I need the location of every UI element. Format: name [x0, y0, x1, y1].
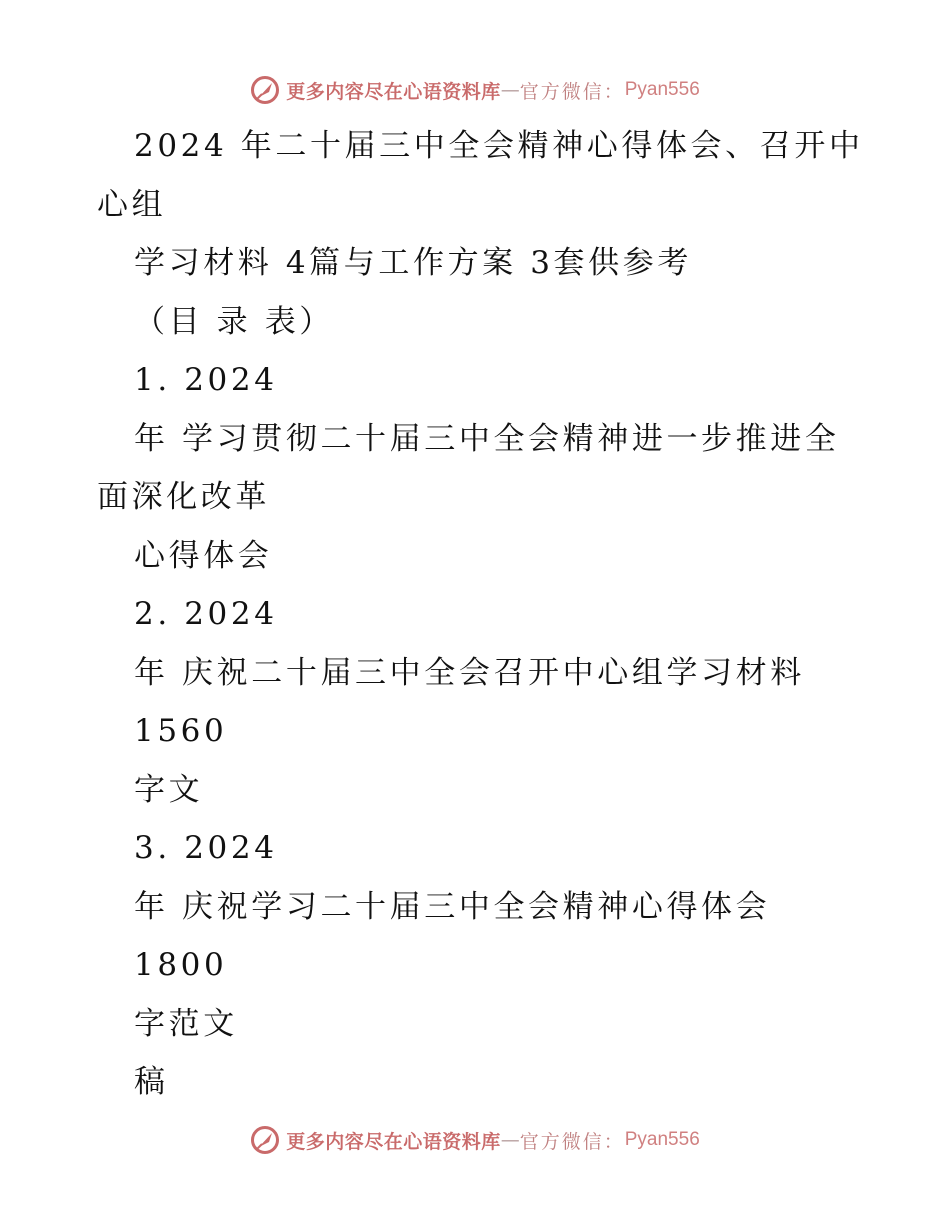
quill-logo-icon	[250, 1125, 280, 1155]
doc-line: 字范文	[134, 1006, 238, 1042]
doc-line: 3. 2024	[134, 830, 278, 866]
doc-line: 年 庆祝学习二十届三中全会精神心得体会	[134, 889, 771, 925]
doc-line: 年 庆祝二十届三中全会召开中心组学习材料	[134, 655, 805, 691]
doc-line: 面深化改革	[97, 479, 270, 515]
doc-line: 1800	[134, 947, 228, 983]
watermark-wechat-id: Pyan556	[624, 79, 700, 100]
doc-line: 年 学习贯彻二十届三中全会精神进一步推进全	[134, 421, 840, 457]
header-watermark	[0, 72, 950, 108]
watermark-dash: —	[500, 1129, 520, 1151]
doc-line: 稿	[134, 1064, 169, 1100]
doc-line: 学习材料 4篇与工作方案 3套供参考	[134, 245, 692, 281]
quill-logo-icon	[250, 75, 280, 105]
watermark-wechat-id: Pyan556	[624, 1129, 700, 1150]
watermark-dash: —	[500, 79, 520, 101]
doc-line: 2. 2024	[134, 596, 278, 632]
watermark-main-text: 更多内容尽在心语资料库	[286, 80, 501, 103]
doc-line: 1560	[134, 713, 228, 749]
doc-line: 2024 年二十届三中全会精神心得体会、召开中	[134, 128, 864, 164]
watermark-main-text: 更多内容尽在心语资料库	[286, 1130, 501, 1153]
watermark-sub-text: 官方微信：	[519, 1130, 625, 1153]
footer-watermark	[0, 1122, 950, 1158]
doc-line: 心得体会	[134, 538, 273, 574]
doc-line: 1. 2024	[134, 362, 278, 398]
doc-line: 字文	[134, 772, 204, 808]
doc-line: 心组	[97, 187, 167, 223]
doc-line: （目 录 表）	[134, 304, 334, 340]
watermark-sub-text: 官方微信：	[519, 80, 625, 103]
